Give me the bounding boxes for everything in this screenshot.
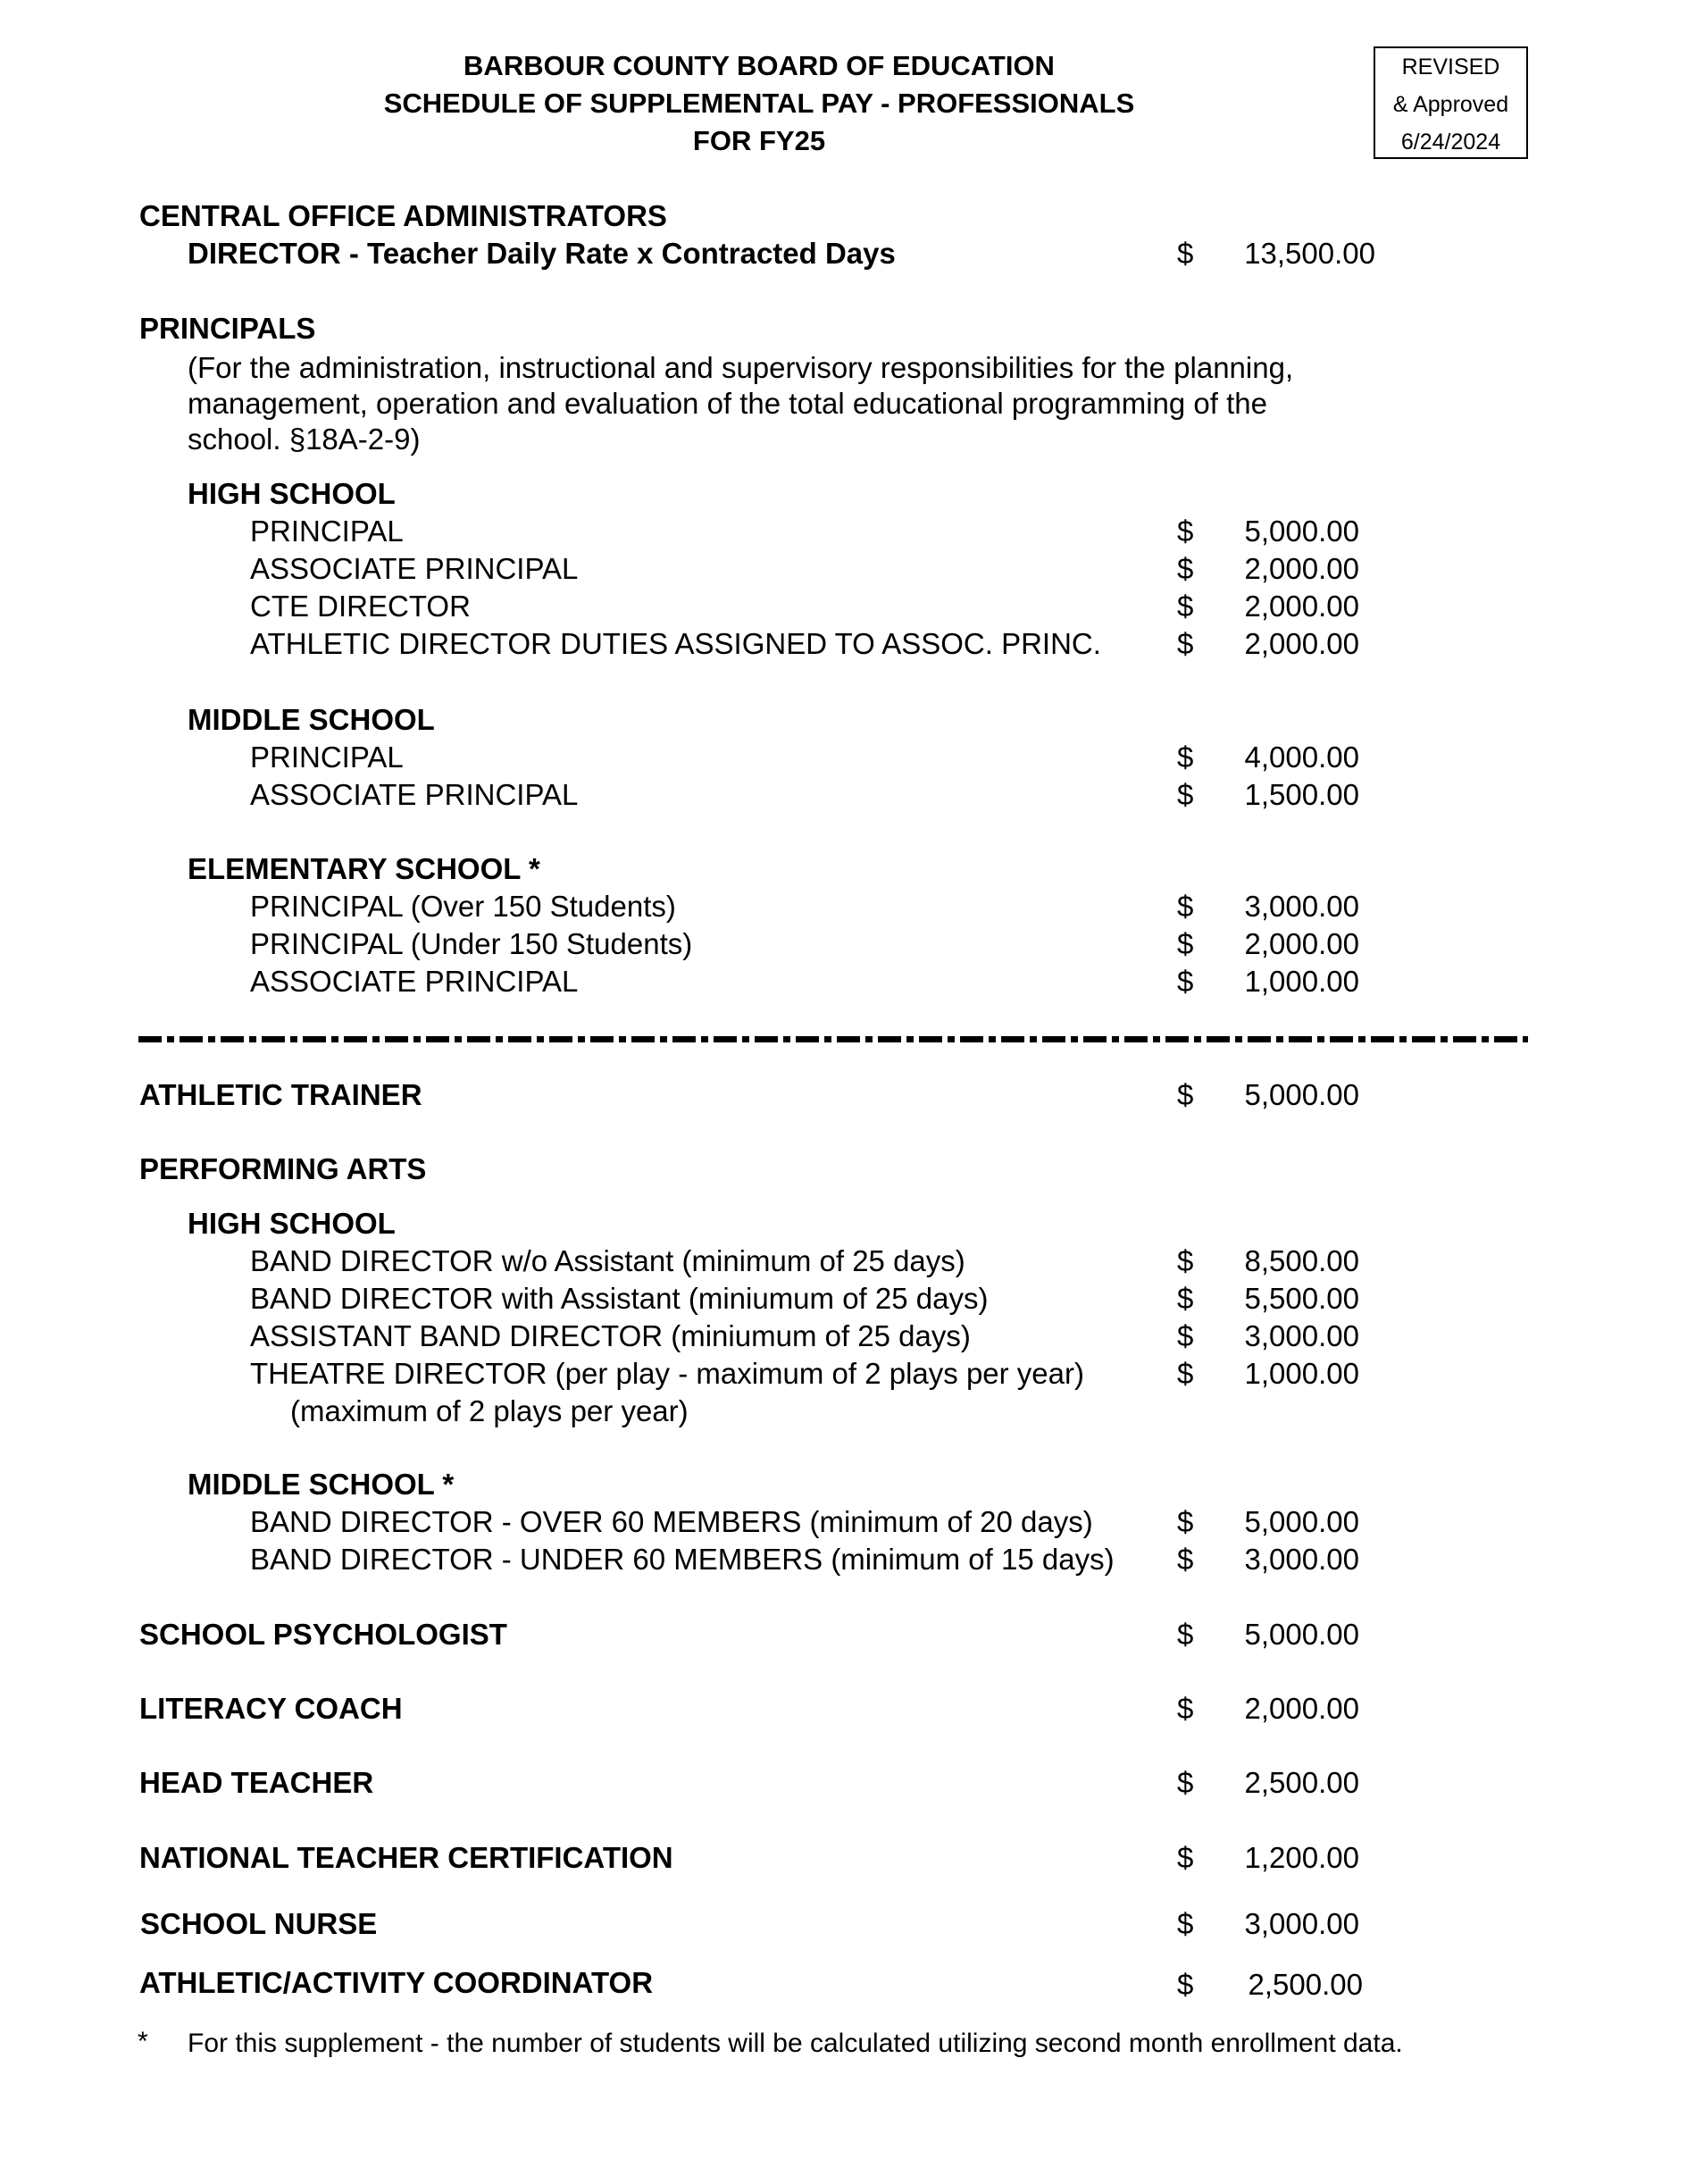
ms-principals-heading: MIDDLE SCHOOL [188, 703, 435, 736]
list-item-label: ASSISTANT BAND DIRECTOR (miniumum of 25 days) [250, 1319, 971, 1352]
list-item-label: CTE DIRECTOR [250, 590, 471, 623]
currency-symbol: $ [1177, 1968, 1194, 2001]
currency-symbol: $ [1177, 515, 1194, 548]
list-item-amount: 3,000.00 [1244, 1543, 1359, 1576]
position-label: SCHOOL NURSE [140, 1907, 378, 1940]
currency-symbol: $ [1177, 1319, 1194, 1352]
es-principals-heading: ELEMENTARY SCHOOL * [188, 852, 540, 885]
list-item-label: ASSOCIATE PRINCIPAL [250, 965, 579, 998]
pa-middle-school-heading: MIDDLE SCHOOL * [188, 1468, 455, 1501]
list-item-label: ASSOCIATE PRINCIPAL [250, 552, 579, 585]
pa-high-school-heading: HIGH SCHOOL [188, 1207, 396, 1240]
currency-symbol: $ [1177, 1618, 1194, 1651]
stamp-line-2: & Approved [1392, 92, 1509, 117]
list-item-label: PRINCIPAL [250, 515, 404, 548]
currency-symbol: $ [1177, 1282, 1194, 1315]
list-item-label: BAND DIRECTOR with Assistant (miniumum of 25 days) [250, 1282, 989, 1315]
list-item-amount: 2,000.00 [1244, 552, 1359, 585]
currency-symbol: $ [1177, 1357, 1194, 1390]
footnote-marker: * [138, 2027, 148, 2056]
currency-symbol: $ [1177, 1692, 1194, 1725]
list-item-label: THEATRE DIRECTOR (per play - maximum of 2 plays per year) [250, 1357, 1084, 1390]
list-item-amount: 3,000.00 [1244, 1319, 1359, 1352]
position-amount: 5,000.00 [1244, 1618, 1359, 1651]
title-line-1: BARBOUR COUNTY BOARD OF EDUCATION [464, 50, 1055, 81]
list-item-label: BAND DIRECTOR - OVER 60 MEMBERS (minimum of 20 days) [250, 1505, 1093, 1538]
director-label: DIRECTOR - Teacher Daily Rate x Contracted Days [188, 237, 896, 270]
principals-heading: PRINCIPALS [139, 312, 316, 345]
list-item-label: PRINCIPAL [250, 741, 404, 774]
currency-symbol: $ [1177, 1841, 1194, 1874]
list-item-label: BAND DIRECTOR - UNDER 60 MEMBERS (minimum of 15 days) [250, 1543, 1115, 1576]
athletic-trainer-label: ATHLETIC TRAINER [139, 1078, 422, 1111]
revised-stamp [1374, 46, 1528, 159]
stamp-line-3: 6/24/2024 [1400, 130, 1501, 155]
list-item-label: PRINCIPAL (Over 150 Students) [250, 890, 676, 923]
currency-symbol: $ [1177, 590, 1194, 623]
currency-symbol: $ [1177, 1244, 1194, 1277]
currency-symbol: $ [1177, 552, 1194, 585]
list-item-amount: 5,000.00 [1244, 515, 1359, 548]
central-office-heading: CENTRAL OFFICE ADMINISTRATORS [139, 199, 667, 232]
currency-symbol: $ [1177, 237, 1194, 270]
currency-symbol: $ [1177, 1543, 1194, 1576]
athletic-trainer-amount: 5,000.00 [1244, 1078, 1359, 1111]
currency-symbol: $ [1177, 965, 1194, 998]
performing-arts-heading: PERFORMING ARTS [139, 1152, 427, 1185]
currency-symbol: $ [1177, 1505, 1194, 1538]
position-amount: 2,500.00 [1248, 1968, 1363, 2001]
director-amount: 13,500.00 [1244, 237, 1375, 270]
position-label: LITERACY COACH [139, 1692, 403, 1725]
currency-symbol: $ [1177, 741, 1194, 774]
section-divider [138, 1036, 1528, 1042]
currency-symbol: $ [1177, 778, 1194, 811]
list-item-amount: 3,000.00 [1244, 890, 1359, 923]
list-item-amount: 1,000.00 [1244, 965, 1359, 998]
position-label: ATHLETIC/ACTIVITY COORDINATOR [139, 1966, 654, 1999]
currency-symbol: $ [1177, 1078, 1194, 1111]
list-item-amount: 5,000.00 [1244, 1505, 1359, 1538]
list-item-amount: 1,500.00 [1244, 778, 1359, 811]
theatre-note: (maximum of 2 plays per year) [290, 1394, 689, 1427]
currency-symbol: $ [1177, 927, 1194, 960]
position-amount: 2,000.00 [1244, 1692, 1359, 1725]
title-line-3: FOR FY25 [692, 125, 826, 156]
currency-symbol: $ [1177, 890, 1194, 923]
list-item-label: ASSOCIATE PRINCIPAL [250, 778, 579, 811]
currency-symbol: $ [1177, 1907, 1194, 1940]
list-item-amount: 2,000.00 [1244, 927, 1359, 960]
position-amount: 1,200.00 [1244, 1841, 1359, 1874]
list-item-amount: 1,000.00 [1244, 1357, 1359, 1390]
position-label: HEAD TEACHER [139, 1766, 374, 1799]
list-item-amount: 2,000.00 [1244, 627, 1359, 660]
title-line-2: SCHEDULE OF SUPPLEMENTAL PAY - PROFESSIONALS [383, 88, 1135, 119]
position-label: NATIONAL TEACHER CERTIFICATION [139, 1841, 673, 1874]
principals-description-2: management, operation and evaluation of the total educational programming of the [188, 387, 1267, 420]
list-item-amount: 8,500.00 [1244, 1244, 1359, 1277]
list-item-amount: 2,000.00 [1244, 590, 1359, 623]
list-item-amount: 5,500.00 [1244, 1282, 1359, 1315]
position-amount: 2,500.00 [1244, 1766, 1359, 1799]
principals-description-3: school. §18A-2-9) [188, 423, 421, 456]
list-item-label: PRINCIPAL (Under 150 Students) [250, 927, 693, 960]
list-item-label: BAND DIRECTOR w/o Assistant (minimum of 25 days) [250, 1244, 965, 1277]
list-item-amount: 4,000.00 [1244, 741, 1359, 774]
position-amount: 3,000.00 [1244, 1907, 1359, 1940]
currency-symbol: $ [1177, 1766, 1194, 1799]
stamp-line-1: REVISED [1401, 54, 1500, 79]
currency-symbol: $ [1177, 627, 1194, 660]
hs-principals-heading: HIGH SCHOOL [188, 477, 396, 510]
principals-description-1: (For the administration, instructional and supervisory responsibilities for the planning, [188, 351, 1294, 384]
list-item-label: ATHLETIC DIRECTOR DUTIES ASSIGNED TO ASSOC. PRINC. [250, 627, 1101, 660]
footnote-text: For this supplement - the number of students will be calculated utilizing second month enrollment data. [188, 2029, 1403, 2058]
position-label: SCHOOL PSYCHOLOGIST [139, 1618, 507, 1651]
